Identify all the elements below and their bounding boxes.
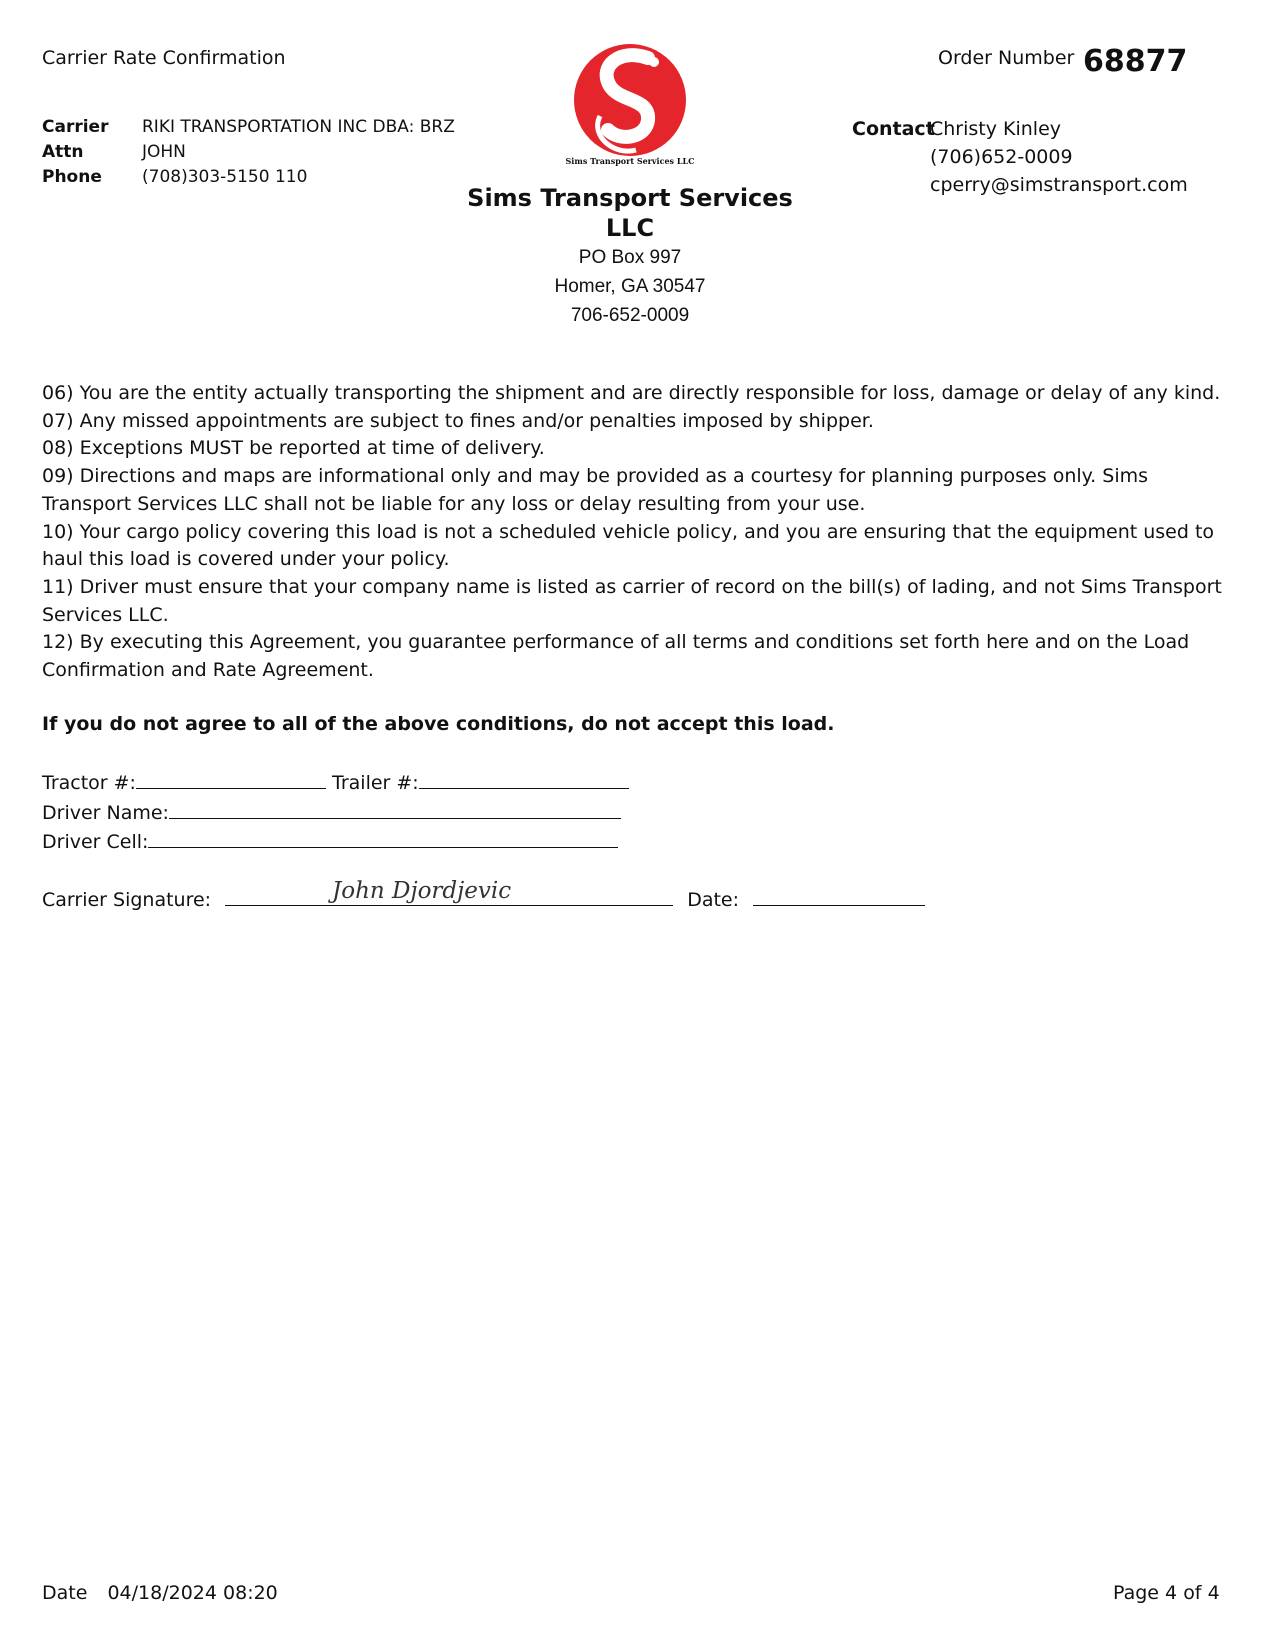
attn-row [42,140,455,165]
page-of: of [1183,1582,1202,1604]
footer-date [42,1582,278,1604]
contact-name-row [852,115,1188,143]
contact-name: Christy Kinley [930,118,1062,140]
page-current: 4 [1165,1582,1178,1604]
page-total: 4 [1207,1582,1220,1604]
order-number-label: Order Number [938,47,1075,69]
date-field[interactable] [753,885,925,906]
tractor-field[interactable] [136,768,326,789]
term-08: 08) Exceptions MUST be reported at time of delivery. [42,437,545,460]
driver-name-field[interactable] [169,798,621,819]
handwritten-signature [330,868,512,922]
phone-label: Phone [42,167,102,187]
tractor-label: Tractor #: [42,772,136,794]
term-12: 12) By executing this Agreement, you guarantee performance of all terms and conditions set forth here and on the Load Confirmation and Rate Agreement. [42,631,1190,682]
phone-value: (708)303-5150 110 [142,167,308,187]
driver-cell-field[interactable] [148,827,618,848]
phone-row [42,165,455,190]
signature-label: Carrier Signature: [42,889,212,911]
trailer-field[interactable] [419,768,629,789]
logo-caption: Sims Transport Services LLC [565,156,695,166]
page-indicator [1113,1582,1220,1604]
carrier-info [42,115,455,190]
tractor-trailer-row [42,768,629,798]
driver-name-row [42,798,629,828]
contact-label: Contact [852,118,935,140]
trailer-label: Trailer #: [332,772,419,794]
acceptance-warning: If you do not agree to all of the above conditions, do not accept this load. [42,713,835,735]
driver-form [42,768,629,857]
driver-cell-row [42,827,629,857]
driver-name-label: Driver Name: [42,801,169,824]
contact-phone: (706)652-0009 [930,146,1073,168]
document-title: Carrier Rate Confirmation [42,47,286,69]
driver-cell-label: Driver Cell: [42,831,149,853]
page-label: Page [1113,1582,1159,1604]
contact-email: cperry@simstransport.com [930,174,1188,196]
term-06: 06) You are the entity actually transporting the shipment and are directly responsible for loss, damage or delay of any kind. [42,382,1221,404]
footer-date-value: 04/18/2024 08:20 [107,1582,278,1604]
company-phone: 706-652-0009 [570,305,690,326]
footer-date-label: Date [42,1582,88,1604]
contact-info [852,115,1188,199]
term-09: 09) Directions and maps are informational only and may be provided as a courtesy for planning purposes only. Sims Transport Services LLC shall not be liable for any loss or delay resulting from your use. [42,465,1149,515]
carrier-value: RIKI TRANSPORTATION INC DBA: BRZ [142,117,455,137]
term-10: 10) Your cargo policy covering this load is not a scheduled vehicle policy, and you are ensuring that the equipment used to haul this load is covered under your policy. [42,520,1215,571]
term-07: 07) Any missed appointments are subject to fines and/or penalties imposed by shipper. [42,409,874,432]
attn-label: Attn [42,142,84,162]
carrier-row [42,115,455,140]
terms-list [42,380,1232,685]
date-label: Date: [687,889,740,911]
order-number-value: 68877 [1083,44,1188,79]
attn-value: JOHN [142,142,186,162]
company-address-line2: Homer, GA 30547 [554,276,706,297]
company-logo-icon [570,38,690,168]
company-name: Sims Transport Services LLC [467,184,793,242]
carrier-label: Carrier [42,117,109,137]
signature-text: John Djordjevic [332,878,512,904]
term-11: 11) Driver must ensure that your company name is listed as carrier of record on the bill(s) of lading, and not Sims Transport Services LLC. [42,575,1222,626]
company-address-block [440,183,820,330]
company-address-line1: PO Box 997 [578,247,682,268]
